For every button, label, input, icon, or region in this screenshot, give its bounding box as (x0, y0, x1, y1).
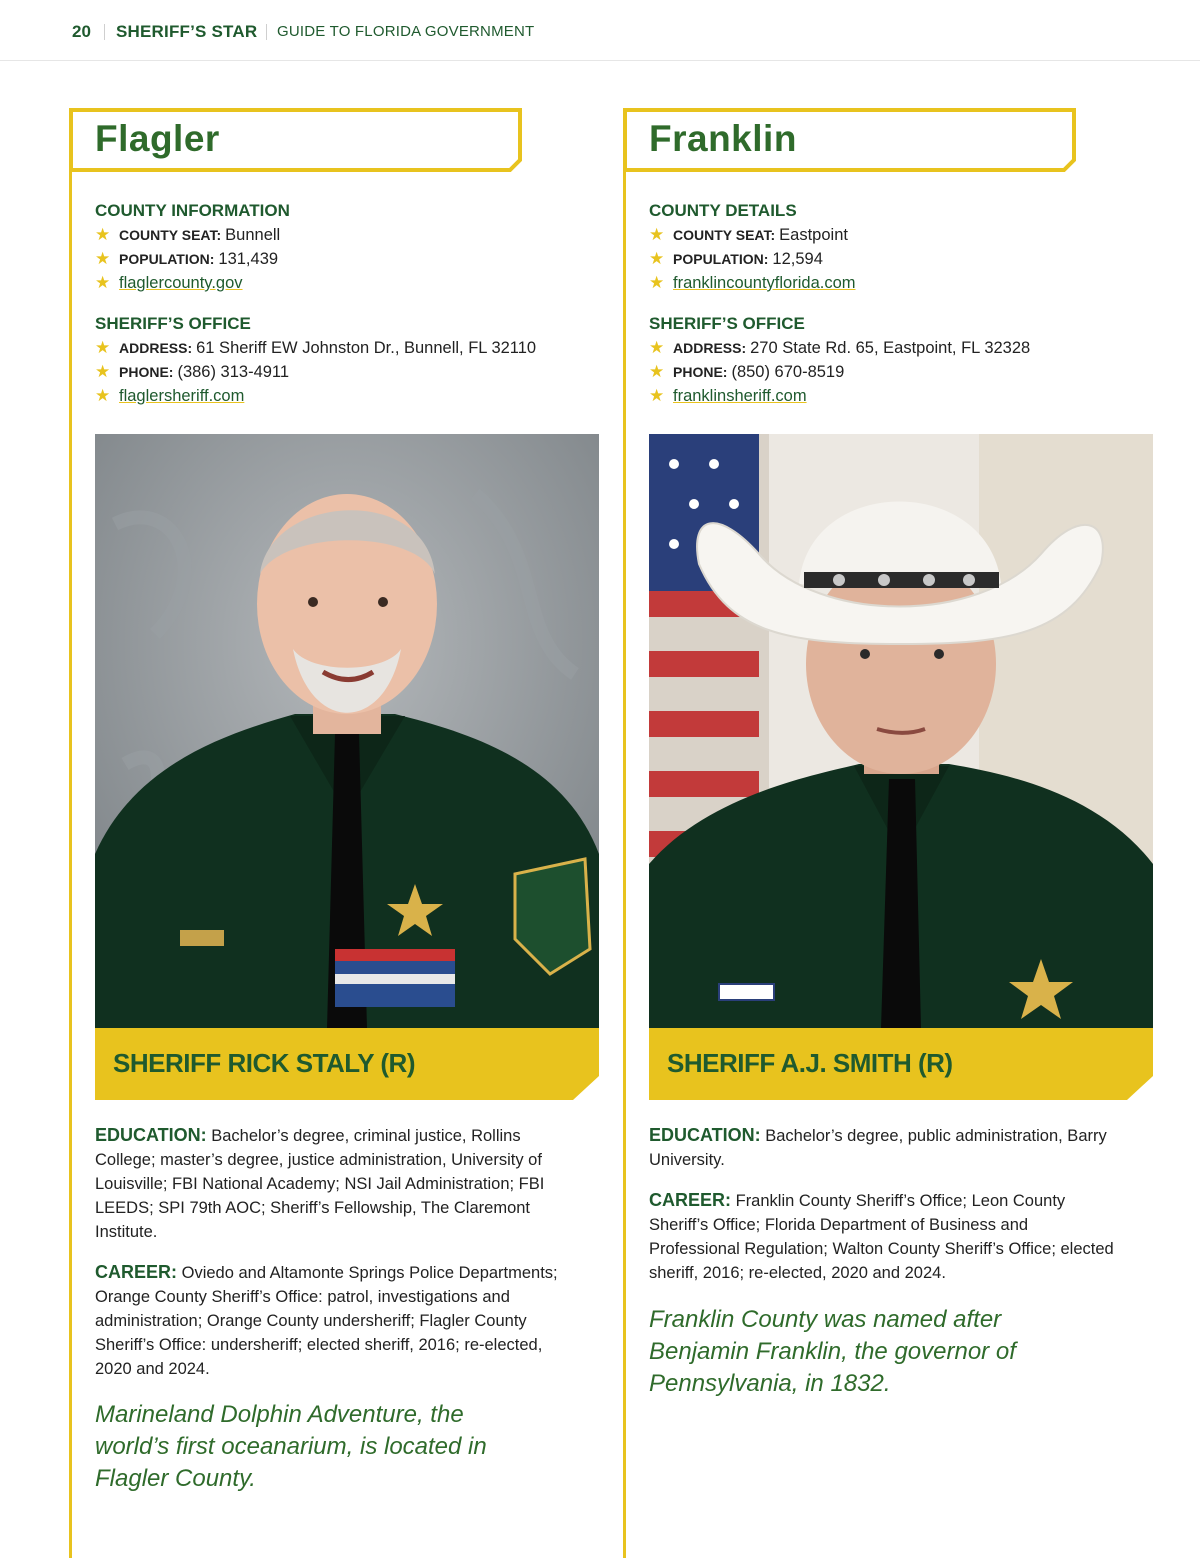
sheriff-name-bar (95, 1028, 599, 1100)
star-icon: ★ (649, 386, 665, 405)
county-seat-value: Eastpoint (779, 226, 848, 244)
header-divider (266, 24, 267, 40)
county-seat-label: COUNTY SEAT: (119, 227, 222, 243)
phone-label: PHONE: (673, 364, 728, 380)
sheriff-photo (649, 434, 1153, 1028)
star-icon: ★ (649, 225, 665, 244)
education-text: Bachelor’s degree, public administration, Barry University. (649, 1127, 1107, 1169)
population-label: POPULATION: (673, 251, 769, 267)
county-website-link[interactable]: flaglercounty.gov (119, 274, 243, 292)
county-seat-value: Bunnell (225, 226, 281, 244)
population-row (95, 249, 278, 269)
county-column-flagler (69, 108, 599, 1558)
county-title-box (69, 108, 522, 170)
star-icon: ★ (649, 249, 665, 268)
education-label: EDUCATION: (95, 1125, 207, 1145)
column-rule (69, 108, 72, 1558)
county-info-heading: COUNTY INFORMATION (95, 201, 290, 220)
population-value: 131,439 (218, 250, 279, 268)
phone-label: PHONE: (119, 364, 174, 380)
star-icon: ★ (95, 362, 111, 381)
address-label: ADDRESS: (119, 340, 193, 356)
sheriff-photo (95, 434, 599, 1028)
education-paragraph (95, 1123, 565, 1244)
star-icon: ★ (649, 338, 665, 357)
county-info-heading: COUNTY DETAILS (649, 201, 797, 220)
career-paragraph (649, 1188, 1119, 1285)
office-website-row (95, 386, 244, 406)
page-number: 20 (72, 22, 91, 41)
county-column-franklin (623, 108, 1153, 1558)
career-text: Franklin County Sheriff’s Office; Leon County Sheriff’s Office; Florida Department of Business and Professional Regulation; Walton County Sheriff’s Office; elected sheriff, 2016; re-elected, 2020 and 2024. (649, 1192, 1114, 1282)
population-value: 12,594 (772, 250, 823, 268)
phone-row (649, 362, 844, 382)
education-label: EDUCATION: (649, 1125, 761, 1145)
county-website-link[interactable]: franklincountyflorida.com (673, 274, 856, 292)
county-name: Franklin (649, 118, 797, 159)
career-label: CAREER: (649, 1190, 732, 1210)
star-icon: ★ (649, 273, 665, 292)
phone-value: (386) 313-4911 (177, 363, 290, 381)
office-website-row (649, 386, 807, 406)
sheriff-website-link[interactable]: franklinsheriff.com (673, 387, 807, 405)
county-title-box (623, 108, 1076, 170)
star-icon: ★ (95, 338, 111, 357)
sheriff-name: SHERIFF A.J. SMITH (R) (667, 1048, 953, 1078)
website-row (95, 273, 243, 293)
section-title: GUIDE TO FLORIDA GOVERNMENT (277, 23, 535, 40)
address-label: ADDRESS: (673, 340, 747, 356)
sheriff-name: SHERIFF RICK STALY (R) (113, 1048, 415, 1078)
career-paragraph (95, 1260, 565, 1381)
population-row (649, 249, 823, 269)
career-text: Oviedo and Altamonte Springs Police Departments; Orange County Sheriff’s Office: patrol, investigations and administration; Orange County undersheriff; Flagler County Sheriff’s Office: undersheriff; elected sheriff, 2016; re-elected, 2020 and 2024. (95, 1264, 558, 1378)
county-seat-label: COUNTY SEAT: (673, 227, 776, 243)
county-seat-row (95, 225, 280, 245)
star-icon: ★ (95, 249, 111, 268)
sheriff-office-heading: SHERIFF’S OFFICE (95, 314, 251, 333)
star-icon: ★ (95, 225, 111, 244)
star-icon: ★ (95, 386, 111, 405)
population-label: POPULATION: (119, 251, 215, 267)
star-icon: ★ (649, 362, 665, 381)
phone-row (95, 362, 289, 382)
star-icon: ★ (95, 273, 111, 292)
address-value: 270 State Rd. 65, Eastpoint, FL 32328 (750, 339, 1031, 357)
phone-value: (850) 670-8519 (731, 363, 845, 381)
header-divider (104, 24, 105, 40)
website-row (649, 273, 856, 293)
publication-title: SHERIFF’S STAR (116, 22, 258, 41)
education-paragraph (649, 1123, 1119, 1172)
county-fact: Franklin County was named after Benjamin Franklin, the governor of Pennsylvania, in 1832. (649, 1306, 1016, 1397)
address-value: 61 Sheriff EW Johnston Dr., Bunnell, FL 32110 (196, 339, 537, 357)
career-label: CAREER: (95, 1262, 178, 1282)
column-rule (623, 108, 626, 1558)
education-text: Bachelor’s degree, criminal justice, Rollins College; master’s degree, justice administration, University of Louisville; FBI National Academy; NSI Jail Administration; FBI LEEDS; SPI 79th AOC; Sheriff’s Fellowship, The Claremont Institute. (95, 1127, 545, 1241)
sheriff-name-bar (649, 1028, 1153, 1100)
sheriff-website-link[interactable]: flaglersheriff.com (119, 387, 245, 405)
sheriff-office-heading: SHERIFF’S OFFICE (649, 314, 805, 333)
address-row (95, 338, 536, 358)
address-row (649, 338, 1030, 358)
county-fact: Marineland Dolphin Adventure, the world’s first oceanarium, is located in Flagler County. (95, 1401, 487, 1492)
county-name: Flagler (95, 118, 220, 159)
county-seat-row (649, 225, 848, 245)
page-header (0, 0, 1200, 61)
